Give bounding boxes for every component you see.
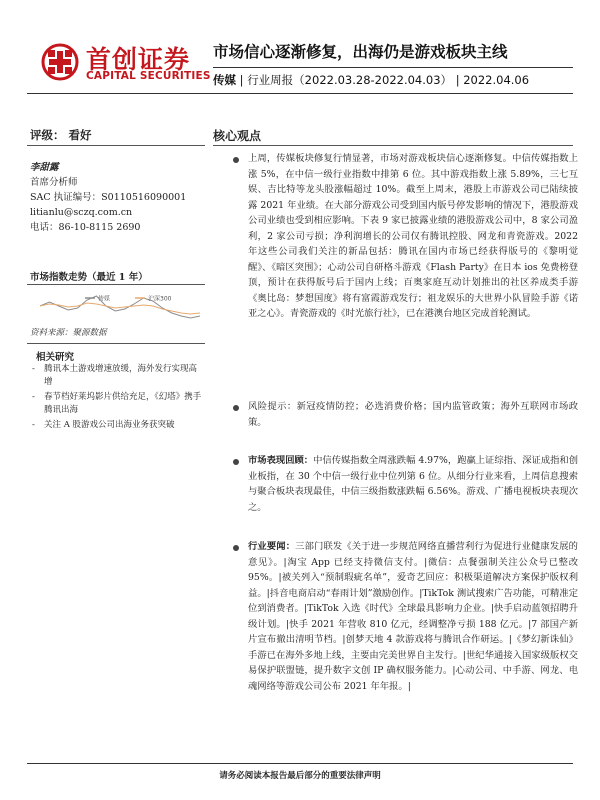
analyst-sac: SAC 执证编号：S0110516090001 <box>30 192 187 203</box>
legend-label-1: 沪深300 <box>148 295 172 303</box>
rating-value: 看好 <box>68 128 92 142</box>
related-research-item[interactable]: - 春节档好莱坞影片供给充足，《幻塔》携手腾讯出海 <box>30 391 205 417</box>
paragraph-text: 三部门联发《关于进一步规范网络直播营利行为促进行业健康发展的意见》。|淘宝 App 已经支持微信支付。|微信：点餐强制关注公众号已整改 95%。|被关列入“预制瑕疵名单”，爱奇艺回应：积极渠道解决方案保护版权利益。|抖音电商启动“春雨计划”激励创作。|TikTok 测试搜索广告功能，可精准定位到消费者。|TikTok 入选《时代》全球最具影响力企业。|快手启动蓝领招聘升级计划。|快手 2021 年营收 810 亿元，经调整净亏损 188 亿元。|7 部国产新片宣布撤出清明节档。|创梦天地 4 款游戏将与腾讯合作研运。|《梦幻新诛仙》手游已在海外多地上线，主要由完美世界自主发行。|世纪华通接入国家级版权交易保护联盟链，提升数字文创 IP 确权服务能力。|心动公司、中手游、网龙、电魂网络等游戏公司公布 2021 年年报。| <box>248 541 578 692</box>
analyst-title: 首席分析师 <box>30 177 78 188</box>
title-divider <box>213 67 573 68</box>
sidebar-divider <box>27 145 205 146</box>
report-date: 2022.04.06 <box>463 73 530 87</box>
paragraph-text: 中信传媒指数全周涨跌幅 4.97%，跑赢上证综指、深证成指和创业板指，在 30 个中信一级行业中位列第 6 位。从细分行业来看，上周信息搜索与聚合板块表现最佳，中信三级指数涨跌幅 6.56%。游戏、广播电视板块表现次之。 <box>248 455 579 513</box>
analyst-phone: 电话：86-10-8115 2690 <box>30 222 141 233</box>
legend-label-0: 传媒 <box>98 295 111 303</box>
separator: | <box>239 73 248 87</box>
report-type: 行业周报（2022.03.28-2022.04.03） <box>247 73 453 87</box>
core-views-title: 核心观点 <box>213 129 262 143</box>
related-research-item[interactable]: - 腾讯本土游戏增速放缓，海外发行实现高增 <box>30 363 205 389</box>
chart-source: 资料来源：聚源数据 <box>30 328 107 338</box>
legal-disclaimer: 请务必阅读本报告最后部分的重要法律声明 <box>219 771 381 781</box>
header-divider <box>27 93 573 94</box>
paragraph-keyword: 市场表现回顾： <box>248 455 314 466</box>
footer-divider <box>27 763 573 764</box>
related-research-title: 相关研究 <box>36 352 75 363</box>
paragraph-keyword: 行业要闻： <box>248 541 296 552</box>
chart-divider <box>27 284 205 285</box>
related-research-list <box>30 363 205 434</box>
paragraph-text: 风险提示：新冠疫情防控；必选消费价格；国内监管政策；海外互联网市场政策。 <box>248 401 578 428</box>
analyst-name: 李甜露 <box>30 162 59 173</box>
report-title: 市场信心逐渐修复，出海仍是游戏板块主线 <box>213 43 508 61</box>
logo-english: CAPITAL SECURITIES <box>86 70 211 82</box>
sector-label: 传媒 <box>213 73 236 87</box>
bullet-icon <box>233 405 239 411</box>
paragraph-risk <box>248 399 578 430</box>
chart-title: 市场指数走势（最近 1 年） <box>30 272 148 283</box>
rating-label: 评级： <box>30 128 65 142</box>
analyst-email[interactable]: litianlu@sczq.com.cn <box>30 207 133 218</box>
analyst-block <box>30 160 186 235</box>
paragraph-text: 上周，传媒板块修复行情显著，市场对游戏板块信心逐渐修复。中信传媒指数上涨 5%，在中信一级行业指数中排第 6 位。其中游戏指数上涨 5.89%，三七互娱、吉比特等龙头股涨幅超过 10%。截至上周末，港股上市游戏公司已陆续披露 2021 年业绩。在大部分游戏公司受到国内版号停发影响的情况下，港股游戏公司业绩也受到相应影响。下表 9 家已披露业绩的港股游戏公司中，8 家公司盈利，2 家公司亏损；净利润增长的公司仅有腾讯控股、网龙和青瓷游戏。2022 年这些公司我们关注的新品包括：腾讯在国内市场已经获得版号的《黎明觉醒》、《暗区突围》；心动公司自研格斗游戏《Flash Party》在日本 ios 免费榜登顶，预计在获得版号后于国内上线；百奥家庭互动计划推出的社区养成类手游《奥比岛：梦想国度》将有富霞游戏发行；祖龙娱乐的大世界小队冒险手游《诺亚之心》。青瓷游戏的《时光旅行社》，已在港澳台地区完成首轮测试。 <box>248 153 578 319</box>
report-meta-line <box>213 72 529 88</box>
paragraph-industry-news <box>248 539 578 694</box>
separator: | <box>455 73 464 87</box>
related-divider <box>27 343 205 344</box>
bullet-icon <box>233 545 239 551</box>
paragraph-market-summary <box>248 151 578 322</box>
core-divider <box>213 145 573 146</box>
logo-chinese: 首创证券 <box>86 45 191 74</box>
related-research-item[interactable]: - 关注 A 股游戏公司出海业务获突破 <box>30 419 205 432</box>
bullet-icon <box>233 459 239 465</box>
paragraph-market-review <box>248 453 578 515</box>
bullet-icon <box>233 157 239 163</box>
rating <box>30 127 92 143</box>
